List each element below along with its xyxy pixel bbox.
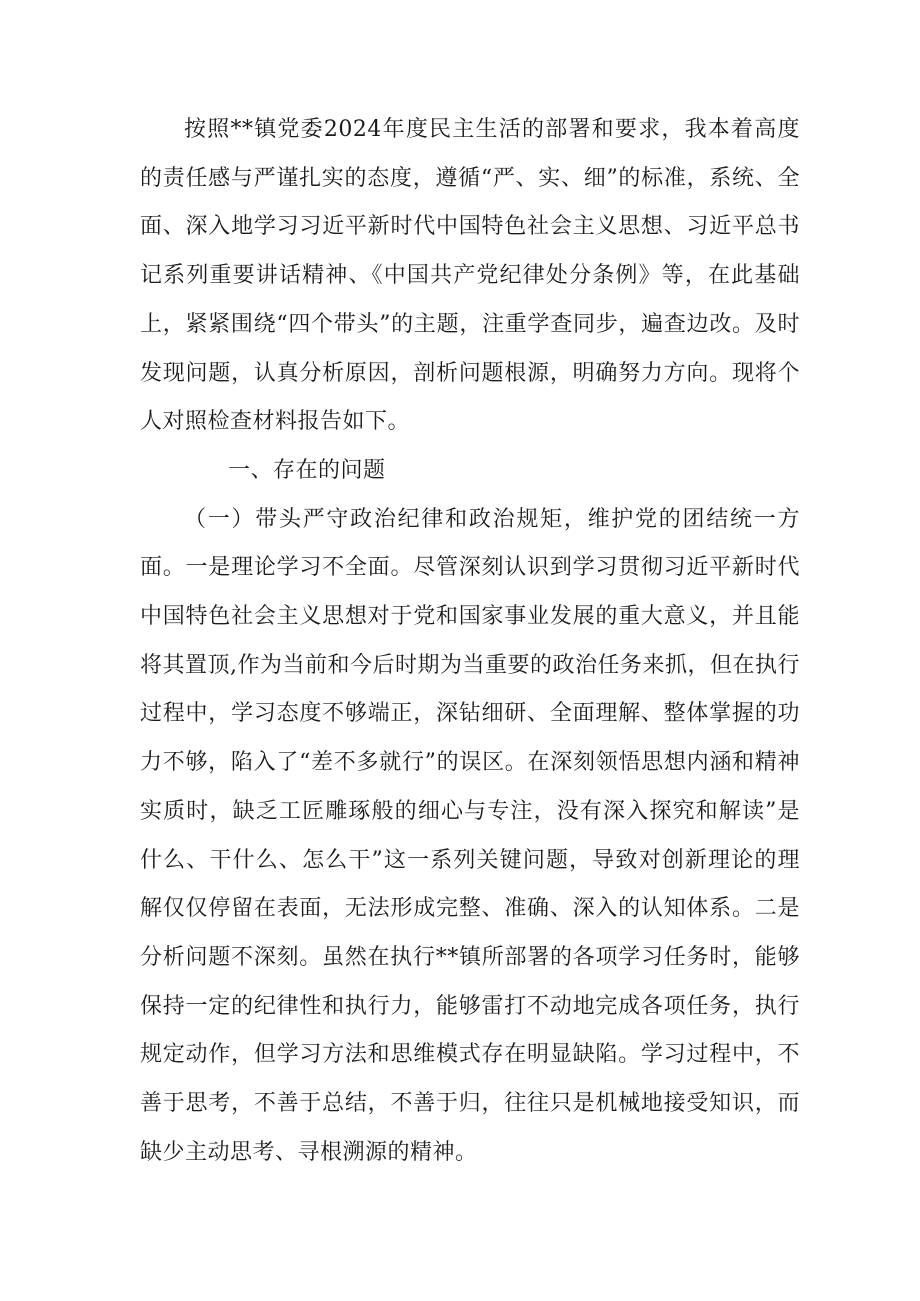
section-heading: 一、存在的问题 [228,457,386,483]
document-body [140,106,800,1177]
intro-paragraph: 按照**镇党委2024年度民主生活的部署和要求，我本着高度的责任感与严谨扎实的态度，遵循“严、实、细”的标准，系统、全面、深入地学习习近平新时代中国特色社会主义思想、习近平总书记系列重要讲话精神、《中国共产党纪律处分条例》等，在此基础上，紧紧围绕“四个带头”的主题，注重学查同步，遍查边改。及时发现问题，认真分析原因，剖析问题根源，明确努力方向。现将个人对照检查材料报告如下。 [140,117,800,435]
body-paragraph: （一）带头严守政治纪律和政治规矩，维护党的团结统一方面。一是理论学习不全面。尽管深刻认识到学习贯彻习近平新时代中国特色社会主义思想对于党和国家事业发展的重大意义，并且能将其置顶,作为当前和今后时期为当重要的政治任务来抓，但在执行过程中，学习态度不够端正，深钻细研、全面理解、整体掌握的功力不够，陷入了“差不多就行”的误区。在深刻领悟思想内涵和精神实质时，缺乏工匠雕琢般的细心与专注，没有深入探究和解读”是什么、干什么、怎么干”这一系列关键问题，导致对创新理论的理解仅仅停留在表面，无法形成完整、准确、深入的认知体系。二是分析问题不深刻。虽然在执行**镇所部署的各项学习任务时，能够保持一定的纪律性和执行力，能够雷打不动地完成各项任务，执行规定动作，但学习方法和思维模式存在明显缺陷。学习过程中，不善于思考，不善于总结，不善于归，往往只是机械地接受知识，而缺少主动思考、寻根溯源的精神。 [140,506,800,1165]
